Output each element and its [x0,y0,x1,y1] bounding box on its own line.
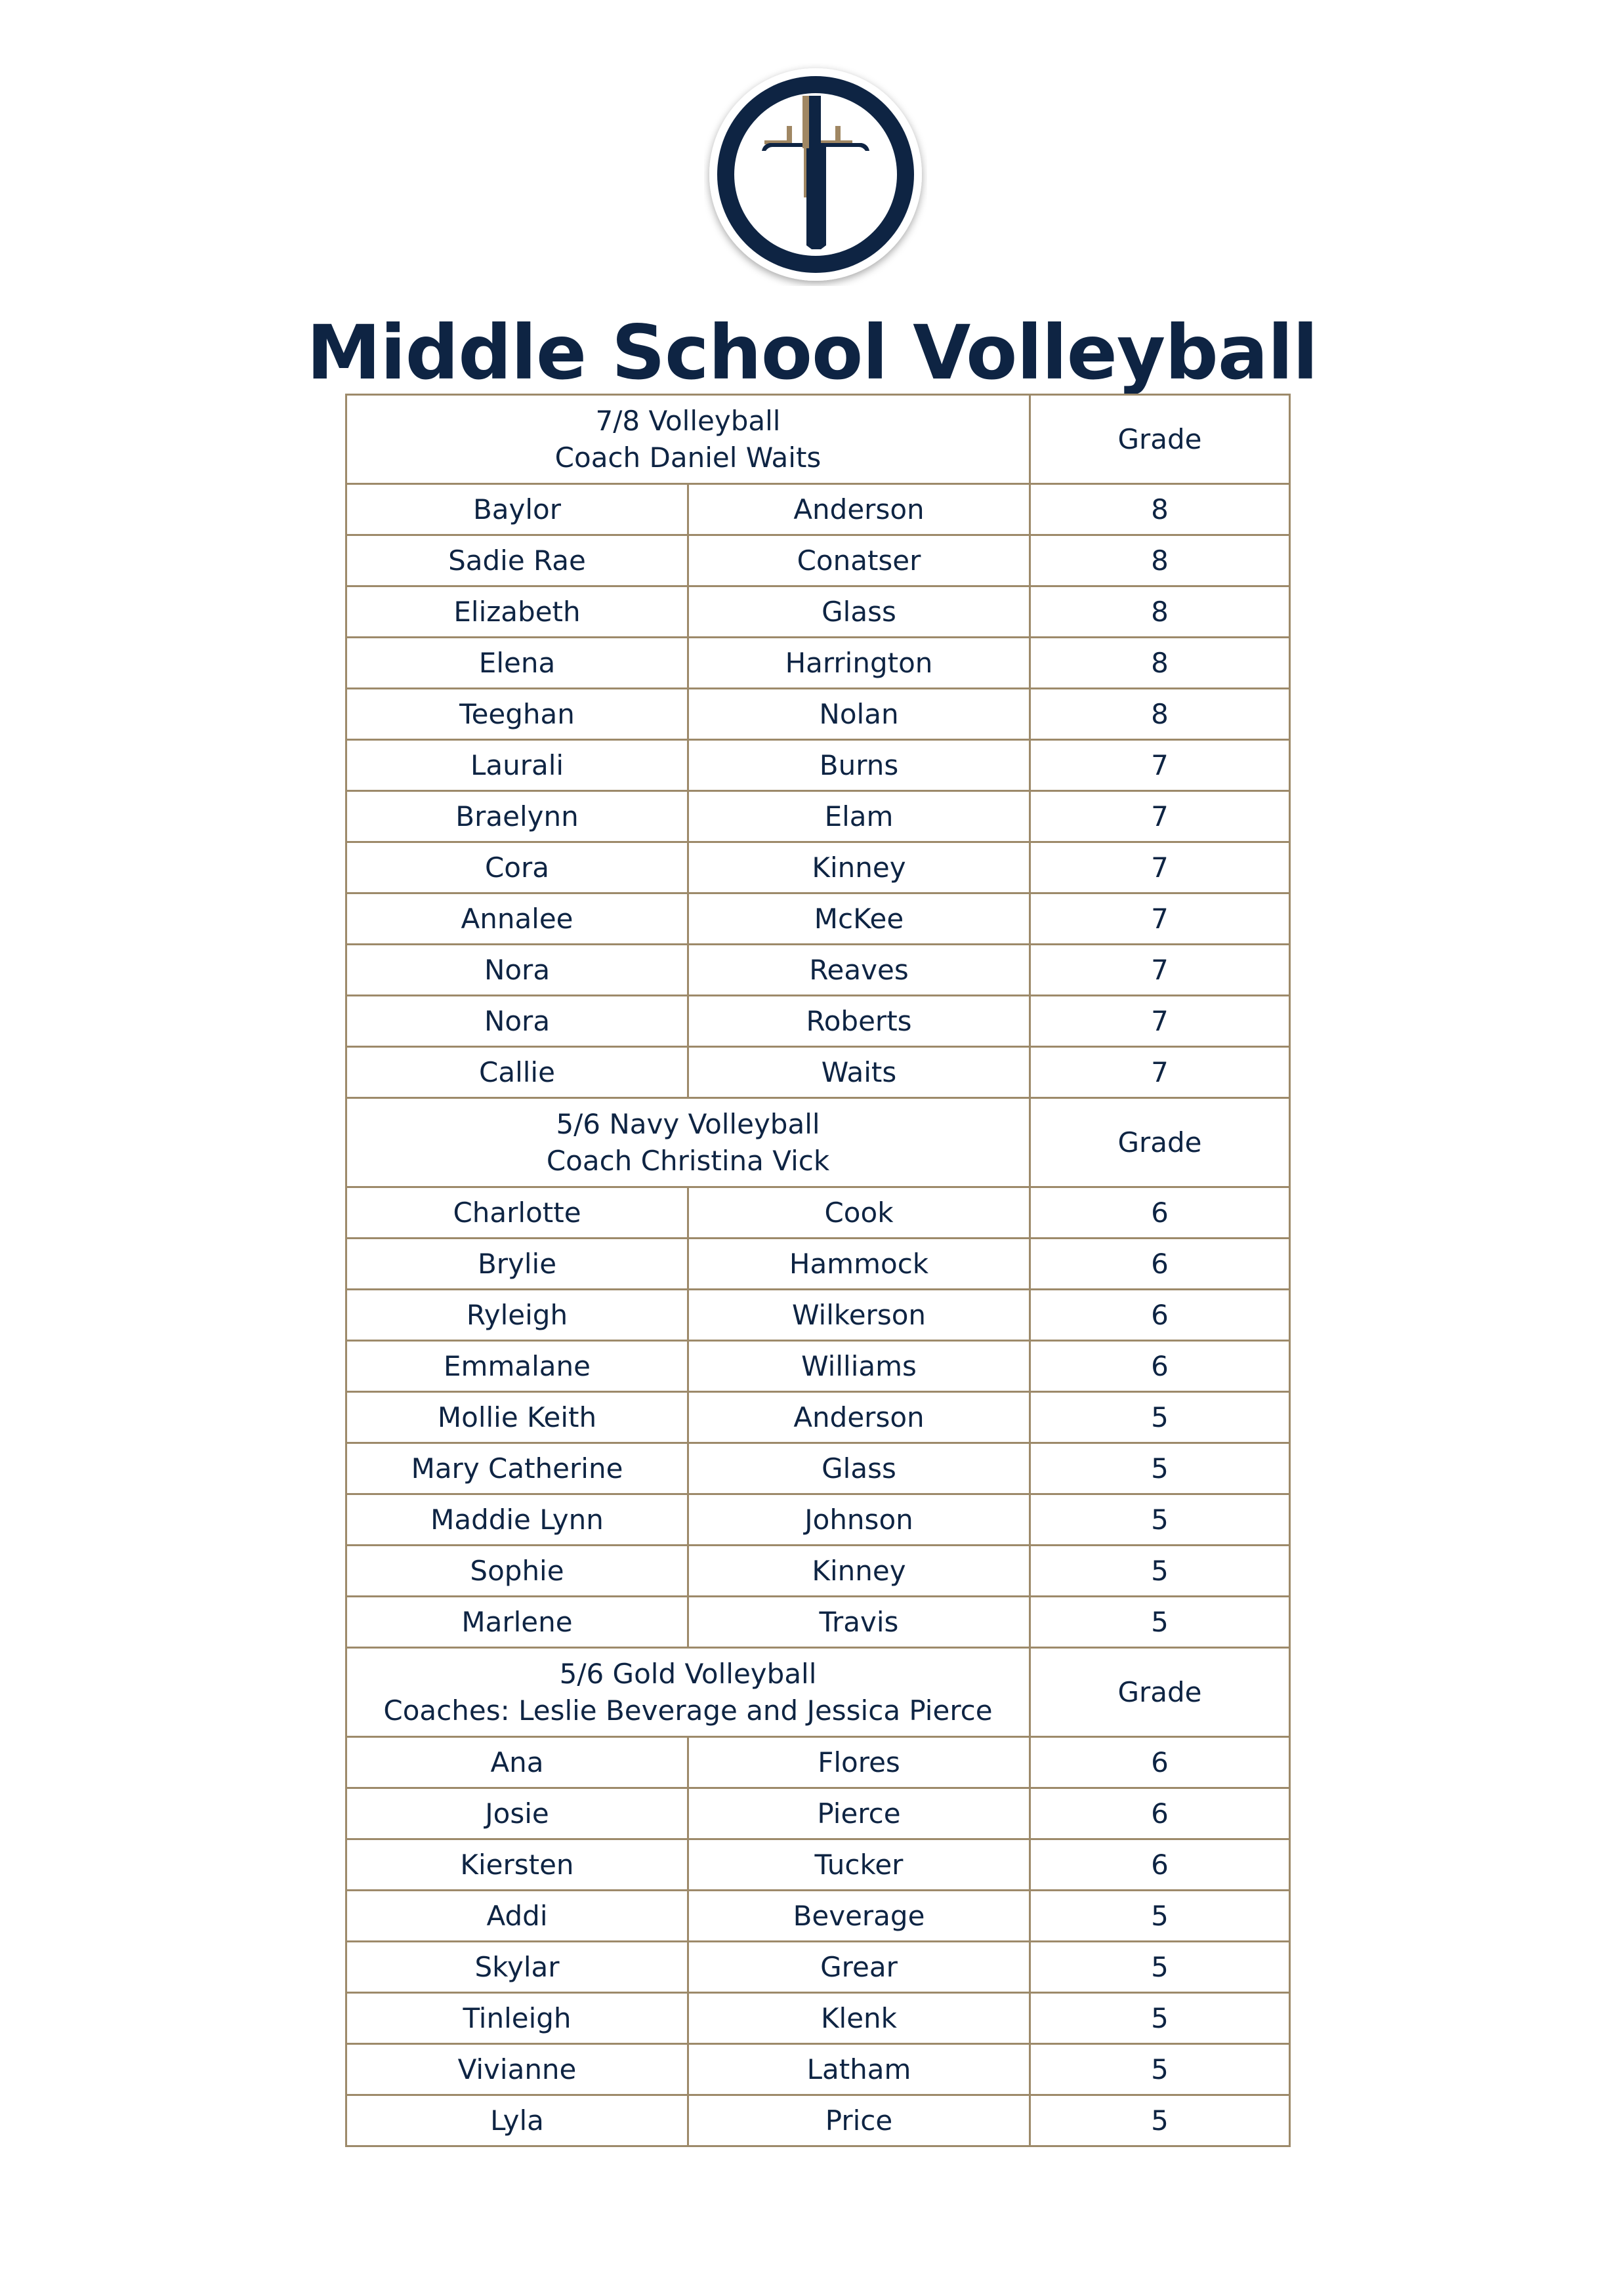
first-name-cell: Baylor [346,484,688,535]
grade-cell: 7 [1030,740,1290,791]
table-row [346,740,1290,791]
last-name-cell: Harrington [688,638,1030,689]
grade-cell: 5 [1030,1546,1290,1597]
table-row [346,2044,1290,2095]
last-name-cell: Burns [688,740,1030,791]
grade-cell: 5 [1030,1494,1290,1546]
table-row [346,2095,1290,2146]
table-row [346,586,1290,638]
grade-cell: 7 [1030,791,1290,842]
first-name-cell: Emmalane [346,1341,688,1392]
grade-cell: 5 [1030,1891,1290,1942]
last-name-cell: Kinney [688,842,1030,893]
table-row [346,638,1290,689]
table-row [346,1891,1290,1942]
first-name-cell: Sophie [346,1546,688,1597]
table-row [346,893,1290,945]
grade-header: Grade [1030,1098,1290,1187]
last-name-cell: Latham [688,2044,1030,2095]
table-row [346,535,1290,586]
grade-cell: 7 [1030,842,1290,893]
table-row [346,1737,1290,1788]
team-name: 7/8 Volleyball [595,404,781,437]
grade-cell: 8 [1030,638,1290,689]
last-name-cell: Beverage [688,1891,1030,1942]
last-name-cell: Tucker [688,1839,1030,1891]
first-name-cell: Elena [346,638,688,689]
section-title-cell [346,1098,1030,1187]
first-name-cell: Lyla [346,2095,688,2146]
grade-header: Grade [1030,395,1290,484]
first-name-cell: Maddie Lynn [346,1494,688,1546]
first-name-cell: Ryleigh [346,1290,688,1341]
grade-cell: 6 [1030,1341,1290,1392]
last-name-cell: Klenk [688,1993,1030,2044]
grade-cell: 5 [1030,1942,1290,1993]
first-name-cell: Ana [346,1737,688,1788]
first-name-cell: Brylie [346,1239,688,1290]
table-row [346,1187,1290,1239]
school-logo [704,63,927,286]
page-title: Middle School Volleyball [306,309,1318,396]
last-name-cell: McKee [688,893,1030,945]
first-name-cell: Annalee [346,893,688,945]
last-name-cell: Roberts [688,996,1030,1047]
grade-cell: 6 [1030,1187,1290,1239]
table-row [346,996,1290,1047]
first-name-cell: Mollie Keith [346,1392,688,1443]
last-name-cell: Reaves [688,945,1030,996]
grade-cell: 5 [1030,2095,1290,2146]
last-name-cell: Travis [688,1597,1030,1648]
last-name-cell: Williams [688,1341,1030,1392]
grade-cell: 6 [1030,1290,1290,1341]
first-name-cell: Marlene [346,1597,688,1648]
section-title-cell [346,395,1030,484]
grade-cell: 5 [1030,2044,1290,2095]
first-name-cell: Nora [346,945,688,996]
last-name-cell: Pierce [688,1788,1030,1839]
grade-cell: 6 [1030,1737,1290,1788]
section-title-cell [346,1648,1030,1737]
grade-cell: 6 [1030,1239,1290,1290]
last-name-cell: Price [688,2095,1030,2146]
table-row [346,1443,1290,1494]
first-name-cell: Sadie Rae [346,535,688,586]
last-name-cell: Elam [688,791,1030,842]
table-row [346,1788,1290,1839]
grade-cell: 7 [1030,945,1290,996]
table-row [346,1597,1290,1648]
table-row [346,1546,1290,1597]
last-name-cell: Wilkerson [688,1290,1030,1341]
grade-cell: 8 [1030,535,1290,586]
first-name-cell: Tinleigh [346,1993,688,2044]
section-header-row [346,1098,1290,1187]
first-name-cell: Braelynn [346,791,688,842]
table-row [346,1942,1290,1993]
last-name-cell: Waits [688,1047,1030,1098]
last-name-cell: Anderson [688,484,1030,535]
table-row [346,689,1290,740]
team-name: 5/6 Navy Volleyball [556,1107,820,1140]
last-name-cell: Conatser [688,535,1030,586]
table-row [346,1494,1290,1546]
section-header-row [346,395,1290,484]
last-name-cell: Glass [688,586,1030,638]
last-name-cell: Hammock [688,1239,1030,1290]
first-name-cell: Laurali [346,740,688,791]
grade-header: Grade [1030,1648,1290,1737]
team-name: 5/6 Gold Volleyball [559,1657,817,1690]
table-row [346,1290,1290,1341]
grade-cell: 7 [1030,996,1290,1047]
table-row [346,791,1290,842]
coach-name: Coach Daniel Waits [554,441,822,474]
table-row [346,1392,1290,1443]
table-row [346,842,1290,893]
section-header-row [346,1648,1290,1737]
first-name-cell: Callie [346,1047,688,1098]
last-name-cell: Flores [688,1737,1030,1788]
roster-table [345,394,1291,2147]
grade-cell: 7 [1030,1047,1290,1098]
last-name-cell: Nolan [688,689,1030,740]
first-name-cell: Kiersten [346,1839,688,1891]
table-row [346,1839,1290,1891]
last-name-cell: Johnson [688,1494,1030,1546]
grade-cell: 5 [1030,1597,1290,1648]
table-row [346,1341,1290,1392]
last-name-cell: Anderson [688,1392,1030,1443]
first-name-cell: Mary Catherine [346,1443,688,1494]
grade-cell: 5 [1030,1993,1290,2044]
grade-cell: 8 [1030,586,1290,638]
coach-name: Coaches: Leslie Beverage and Jessica Pierce [383,1694,993,1727]
table-row [346,1239,1290,1290]
first-name-cell: Cora [346,842,688,893]
grade-cell: 5 [1030,1443,1290,1494]
grade-cell: 5 [1030,1392,1290,1443]
first-name-cell: Charlotte [346,1187,688,1239]
coach-name: Coach Christina Vick [546,1144,830,1177]
first-name-cell: Nora [346,996,688,1047]
first-name-cell: Elizabeth [346,586,688,638]
last-name-cell: Grear [688,1942,1030,1993]
grade-cell: 6 [1030,1839,1290,1891]
first-name-cell: Vivianne [346,2044,688,2095]
table-row [346,1047,1290,1098]
table-row [346,484,1290,535]
first-name-cell: Teeghan [346,689,688,740]
table-row [346,945,1290,996]
last-name-cell: Glass [688,1443,1030,1494]
grade-cell: 6 [1030,1788,1290,1839]
table-row [346,1993,1290,2044]
first-name-cell: Addi [346,1891,688,1942]
first-name-cell: Skylar [346,1942,688,1993]
first-name-cell: Josie [346,1788,688,1839]
grade-cell: 8 [1030,484,1290,535]
grade-cell: 8 [1030,689,1290,740]
last-name-cell: Kinney [688,1546,1030,1597]
grade-cell: 7 [1030,893,1290,945]
last-name-cell: Cook [688,1187,1030,1239]
